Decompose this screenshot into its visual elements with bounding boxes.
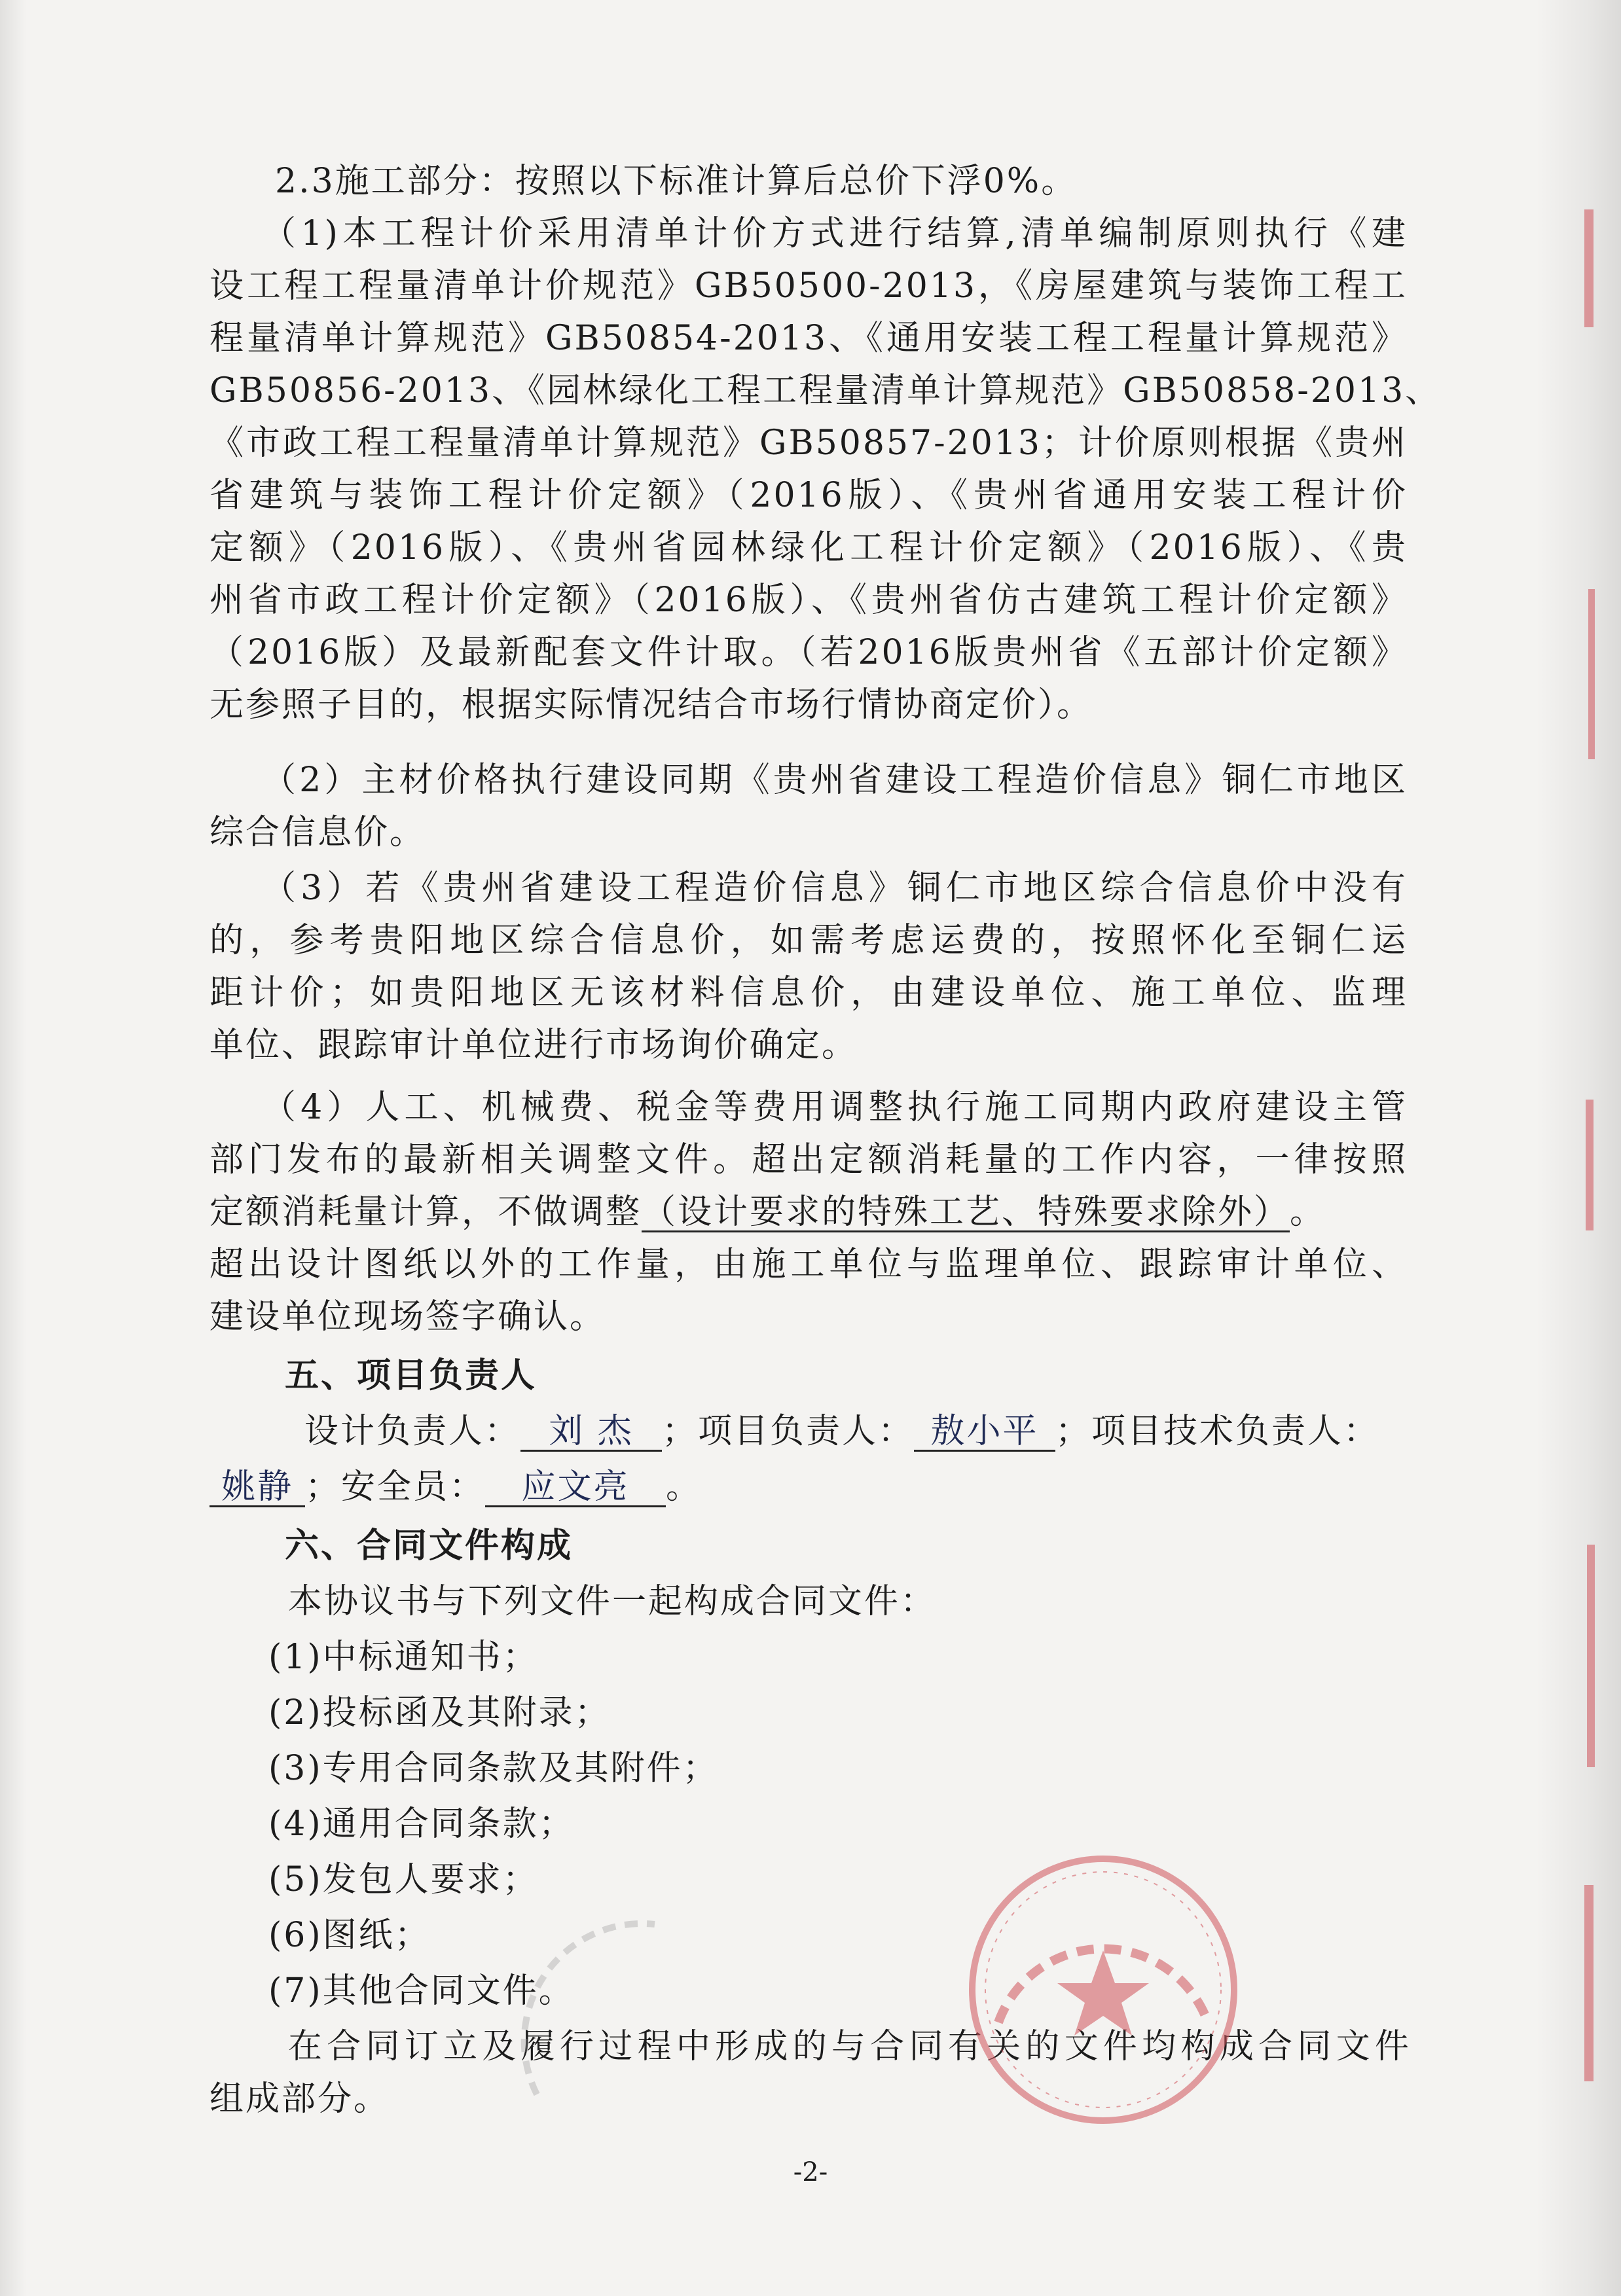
text-line-with-underline: [209, 1193, 1408, 1232]
clause-2-3: 2.3施工部分：按照以下标准计算后总价下浮0%。: [275, 162, 1078, 201]
text-line: 部门发布的最新相关调整文件。超出定额消耗量的工作内容，一律按照: [209, 1140, 1408, 1179]
scan-shadow-left: [0, 0, 26, 2296]
official-seal-stamp: [953, 1826, 1254, 2153]
design-lead-name: 刘 杰: [520, 1413, 662, 1452]
design-lead-label: 设计负责人：: [304, 1412, 521, 1451]
section-6-title: 六、合同文件构成: [285, 1526, 574, 1566]
text-line: 程量清单计算规范》GB50854-2013、《通用安装工程工程量计算规范》: [209, 319, 1408, 358]
contract-item: (5)发包人要求；: [268, 1860, 539, 1899]
text-line: 无参照子目的，根据实际情况结合市场行情协商定价）。: [209, 685, 1093, 725]
text-line: 距计价；如贵阳地区无该材料信息价，由建设单位、施工单位、监理: [209, 973, 1408, 1013]
text-line: 单位、跟踪审计单位进行市场询价确定。: [209, 1026, 858, 1065]
text-line: 超出设计图纸以外的工作量，由施工单位与监理单位、跟踪审计单位、: [209, 1245, 1408, 1284]
text-line: 定额》（2016版）、《贵州省园林绿化工程计价定额》（2016版）、《贵: [209, 528, 1408, 567]
text-segment: 定额消耗量计算，不做调整: [209, 1193, 642, 1232]
project-lead-name: 敖小平: [914, 1413, 1055, 1452]
text-line: 省建筑与装饰工程计价定额》（2016版）、《贵州省通用安装工程计价: [209, 476, 1408, 515]
contract-item: (2)投标函及其附录；: [268, 1693, 611, 1732]
safety-officer-name: 应文亮: [485, 1469, 666, 1507]
text-line: 综合信息价。: [209, 813, 426, 852]
text-line: （3）若《贵州省建设工程造价信息》铜仁市地区综合信息价中没有: [262, 869, 1408, 908]
closing-line: 在合同订立及履行过程中形成的与合同有关的文件均构成合同文件: [288, 2027, 1411, 2066]
text-segment: 。: [666, 1467, 702, 1507]
personnel-line: [304, 1412, 1411, 1452]
section-6-intro: 本协议书与下列文件一起构成合同文件：: [288, 1582, 937, 1621]
underlined-exception-text: （设计要求的特殊工艺、特殊要求除外）: [642, 1193, 1290, 1232]
text-line: 的，参考贵阳地区综合信息价，如需考虑运费的，按照怀化至铜仁运: [209, 921, 1408, 960]
tech-lead-label: ；项目技术负责人：: [1055, 1412, 1380, 1451]
page-number: -2-: [793, 2157, 828, 2187]
text-line: （4）人工、机械费、税金等费用调整执行施工同期内政府建设主管: [262, 1088, 1408, 1127]
text-line: （2）主材价格执行建设同期《贵州省建设工程造价信息》铜仁市地区: [262, 761, 1408, 800]
text-segment: 。: [1290, 1193, 1326, 1232]
text-line: GB50856-2013、《园林绿化工程工程量清单计算规范》GB50858-2013、: [209, 371, 1442, 410]
project-lead-label: ；项目负责人：: [662, 1412, 915, 1451]
contract-item: (6)图纸；: [268, 1916, 431, 1955]
text-line: 《市政工程工程量清单计算规范》GB50857-2013；计价原则根据《贵州: [209, 423, 1408, 463]
bleed-through-mark: [511, 1898, 681, 2114]
text-line: 州省市政工程计价定额》（2016版）、《贵州省仿古建筑工程计价定额》: [209, 581, 1408, 620]
tech-lead-name: 姚静: [209, 1469, 305, 1507]
text-line: 设工程工程量清单计价规范》GB50500-2013，《房屋建筑与装饰工程工: [209, 266, 1408, 306]
contract-item: (1)中标通知书；: [268, 1638, 539, 1677]
closing-line: 组成部分。: [209, 2079, 390, 2119]
contract-item: (7)其他合同文件。: [268, 1971, 575, 2011]
section-5-title: 五、项目负责人: [285, 1356, 537, 1395]
safety-officer-label: ；安全员：: [305, 1467, 486, 1507]
contract-item: (4)通用合同条款；: [268, 1804, 575, 1844]
contract-item: (3)专用合同条款及其附件；: [268, 1749, 719, 1788]
text-line: （1)本工程计价采用清单计价方式进行结算,清单编制原则执行《建: [262, 214, 1408, 253]
personnel-line-2: [209, 1467, 1408, 1507]
text-line: （2016版）及最新配套文件计取。（若2016版贵州省《五部计价定额》: [209, 633, 1408, 672]
text-line: 建设单位现场签字确认。: [209, 1297, 606, 1336]
edge-seal-fragments: [1571, 170, 1617, 2199]
